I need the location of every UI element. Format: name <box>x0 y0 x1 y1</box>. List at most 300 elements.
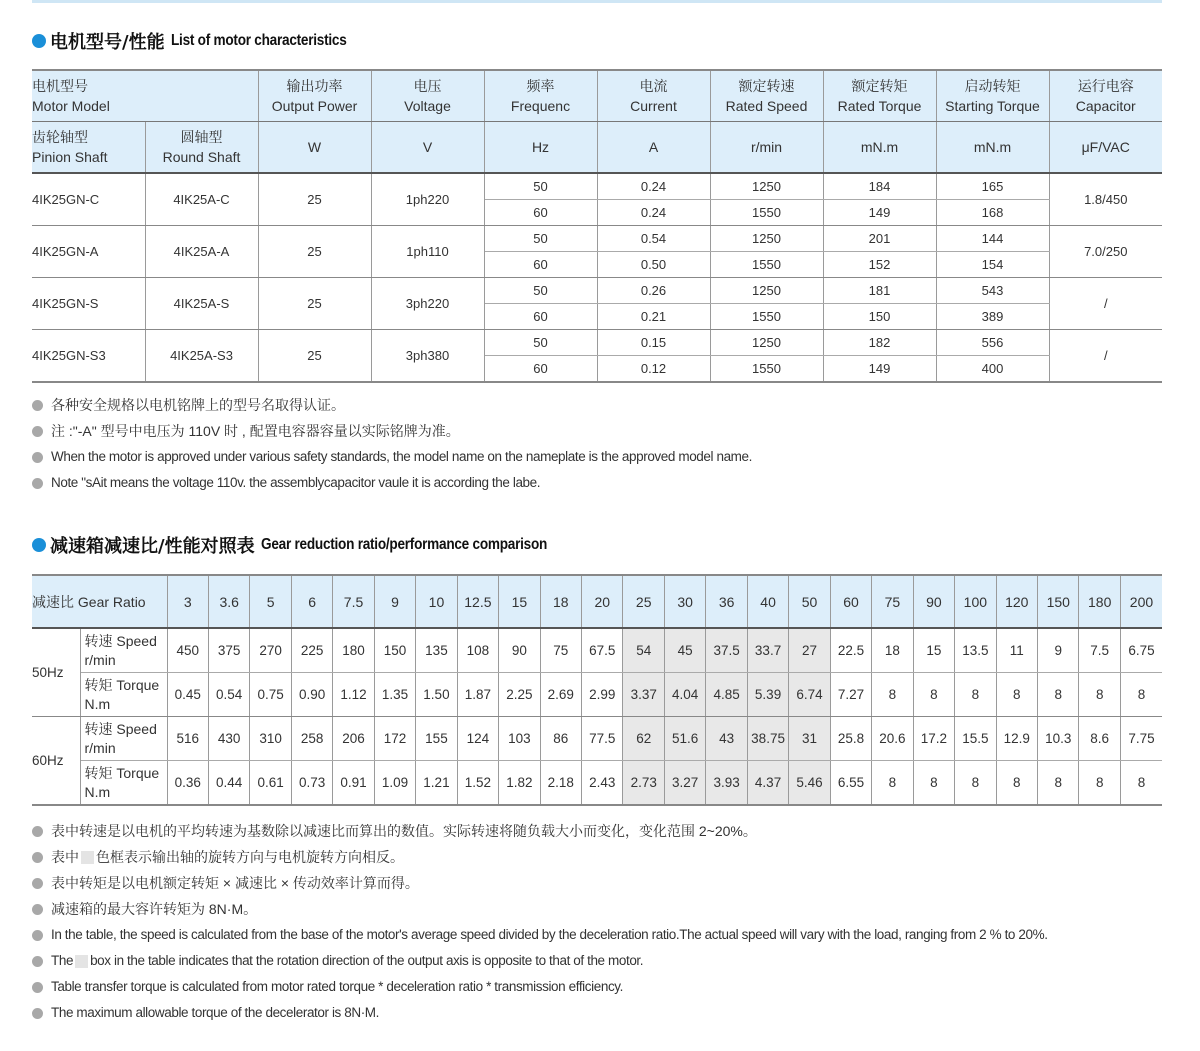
section-title-en: Gear reduction ratio/performance comparison <box>260 536 547 553</box>
voltage-cell: 3ph220 <box>371 278 484 330</box>
table-row <box>32 173 1162 200</box>
note-item <box>32 922 1048 948</box>
frequency-group-cell: 50Hz <box>32 628 80 717</box>
current-cell: 0.24 <box>597 200 710 226</box>
gear-ratio-value-cell: 206 <box>333 717 374 761</box>
gear-ratio-value-cell: 11 <box>996 628 1037 673</box>
gear-ratio-value-cell: 8 <box>1038 673 1079 717</box>
header-col <box>936 70 1049 122</box>
bullet-icon <box>32 478 43 489</box>
gear-ratio-value-cell: 8 <box>955 673 996 717</box>
gear-ratio-value-cell: 1.35 <box>374 673 415 717</box>
row-label-cell <box>80 761 167 806</box>
section-title-gear-ratio <box>32 532 597 558</box>
gear-ratio-value-cell: 8.6 <box>1079 717 1120 761</box>
gear-ratio-value-cell: 258 <box>291 717 332 761</box>
bullet-dot-icon <box>32 538 46 552</box>
bullet-icon <box>32 426 43 437</box>
gear-ratio-value-cell: 54 <box>623 628 664 673</box>
gear-ratio-value-cell: 3.27 <box>664 761 705 806</box>
header-round-shaft <box>145 122 258 174</box>
header-en: Frequenc <box>510 98 571 114</box>
pinion-shaft-cell: 4IK25GN-C <box>32 173 145 226</box>
note-text: 表中转速是以电机的平均转速为基数除以减速比而算出的数值。实际转速将随负载大小而变化，变化范围 2~20%。 <box>51 823 757 839</box>
gear-ratio-value-cell: 108 <box>457 628 498 673</box>
gear-ratio-value-cell: 6.55 <box>830 761 871 806</box>
gear-ratio-header-cell: 6 <box>291 575 332 628</box>
rated-speed-cell: 1550 <box>710 252 823 278</box>
gear-ratio-value-cell: 15.5 <box>955 717 996 761</box>
rated-speed-cell: 1550 <box>710 304 823 330</box>
table-row <box>32 330 1162 356</box>
header-unit: μF/VAC <box>1049 122 1162 174</box>
gear-ratio-value-cell: 9 <box>1038 628 1079 673</box>
row-unit: N.m <box>84 783 111 800</box>
gear-ratio-value-cell: 8 <box>1038 761 1079 806</box>
gear-ratio-header-cell: 40 <box>747 575 788 628</box>
note-item <box>32 896 1048 922</box>
gear-ratio-header-cell: 20 <box>582 575 623 628</box>
gear-ratio-value-cell: 1.09 <box>374 761 415 806</box>
gear-ratio-value-cell: 2.73 <box>623 761 664 806</box>
note-text: 色框表示输出轴的旋转方向与电机旋转方向相反。 <box>96 849 404 865</box>
gear-ratio-value-cell: 7.5 <box>1079 628 1120 673</box>
current-cell: 0.50 <box>597 252 710 278</box>
gear-ratio-header-cell: 60 <box>830 575 871 628</box>
power-cell: 25 <box>258 330 371 383</box>
header-col <box>1049 70 1162 122</box>
capacitor-cell: / <box>1049 330 1162 383</box>
gear-ratio-header-cell: 150 <box>1038 575 1079 628</box>
gear-ratio-header-cell: 7.5 <box>333 575 374 628</box>
gear-ratio-value-cell: 1.50 <box>416 673 457 717</box>
gear-ratio-header-cell: 36 <box>706 575 747 628</box>
header-cn: 齿轮轴型 <box>32 129 88 145</box>
gear-ratio-value-cell: 7.27 <box>830 673 871 717</box>
gear-ratio-value-cell: 270 <box>250 628 291 673</box>
gear-ratio-row <box>32 761 1162 806</box>
note-item <box>32 418 752 444</box>
header-unit: r/min <box>710 122 823 174</box>
gear-ratio-value-cell: 8 <box>913 673 954 717</box>
gear-ratio-value-cell: 172 <box>374 717 415 761</box>
rated-speed-cell: 1550 <box>710 356 823 383</box>
header-col <box>597 70 710 122</box>
header-en: Starting Torque <box>945 98 1040 114</box>
note-item <box>32 948 1048 974</box>
gear-ratio-value-cell: 0.75 <box>250 673 291 717</box>
gear-ratio-value-cell: 8 <box>872 761 913 806</box>
header-en: Capacitor <box>1075 98 1136 114</box>
bullet-icon <box>32 452 43 463</box>
rated-torque-cell: 184 <box>823 173 936 200</box>
note-text: 注 :"-A" 型号中电压为 110V 时 , 配置电容器容量以实际铭牌为准。 <box>51 423 460 439</box>
row-unit: N.m <box>84 695 111 712</box>
rated-torque-cell: 150 <box>823 304 936 330</box>
gear-ratio-value-cell: 6.74 <box>789 673 830 717</box>
gear-ratio-value-cell: 38.75 <box>747 717 788 761</box>
capacitor-cell: / <box>1049 278 1162 330</box>
gear-ratio-value-cell: 0.36 <box>167 761 208 806</box>
starting-torque-cell: 389 <box>936 304 1049 330</box>
gear-ratio-header-cell: 12.5 <box>457 575 498 628</box>
gear-ratio-value-cell: 0.45 <box>167 673 208 717</box>
power-cell: 25 <box>258 173 371 226</box>
gear-ratio-value-cell: 150 <box>374 628 415 673</box>
gear-ratio-value-cell: 1.12 <box>333 673 374 717</box>
gear-ratio-value-cell: 5.46 <box>789 761 830 806</box>
round-shaft-cell: 4IK25A-C <box>145 173 258 226</box>
pinion-shaft-cell: 4IK25GN-S3 <box>32 330 145 383</box>
header-en: Output Power <box>271 98 358 114</box>
gear-ratio-header-cell: 5 <box>250 575 291 628</box>
note-text: box in the table indicates that the rotation direction of the output axis is opposite to that of the motor. <box>90 953 644 968</box>
gear-ratio-value-cell: 8 <box>872 673 913 717</box>
gear-ratio-value-cell: 430 <box>208 717 249 761</box>
gear-ratio-value-cell: 31 <box>789 717 830 761</box>
gear-ratio-header-cell: 90 <box>913 575 954 628</box>
power-cell: 25 <box>258 278 371 330</box>
bullet-icon <box>32 904 43 915</box>
bullet-icon <box>32 826 43 837</box>
gear-ratio-row <box>32 628 1162 673</box>
rated-torque-cell: 152 <box>823 252 936 278</box>
gear-ratio-value-cell: 33.7 <box>747 628 788 673</box>
gear-ratio-label: 减速比 Gear Ratio <box>32 575 167 628</box>
frequency-cell: 60 <box>484 304 597 330</box>
header-cn: 额定转矩 <box>851 78 908 94</box>
rated-speed-cell: 1250 <box>710 173 823 200</box>
gear-ratio-value-cell: 12.9 <box>996 717 1037 761</box>
bullet-icon <box>32 930 43 941</box>
section-title-motor-characteristics <box>32 28 377 54</box>
gear-ratio-value-cell: 5.39 <box>747 673 788 717</box>
gear-ratio-value-cell: 8 <box>996 673 1037 717</box>
gear-ratio-value-cell: 45 <box>664 628 705 673</box>
gear-ratio-header-cell: 25 <box>623 575 664 628</box>
gear-ratio-value-cell: 135 <box>416 628 457 673</box>
current-cell: 0.15 <box>597 330 710 356</box>
row-label-cell <box>80 717 167 761</box>
gear-ratio-value-cell: 27 <box>789 628 830 673</box>
header-unit: Hz <box>484 122 597 174</box>
gear-ratio-value-cell: 75 <box>540 628 581 673</box>
frequency-group-cell: 60Hz <box>32 717 80 806</box>
frequency-cell: 50 <box>484 278 597 304</box>
header-en: Current <box>630 98 677 114</box>
current-cell: 0.54 <box>597 226 710 252</box>
note-text: In the table, the speed is calculated from the base of the motor's average speed divided by the deceleration ratio.The actual speed will vary with the load, ranging from 2 % to 20%. <box>51 927 1048 942</box>
note-item <box>32 444 752 470</box>
gear-ratio-header-cell: 75 <box>872 575 913 628</box>
starting-torque-cell: 154 <box>936 252 1049 278</box>
gear-ratio-header-cell: 15 <box>499 575 540 628</box>
header-unit: W <box>258 122 371 174</box>
header-cn: 运行电容 <box>1077 78 1134 94</box>
header-cn: 电压 <box>413 78 442 94</box>
note-item <box>32 844 1048 870</box>
gear-ratio-value-cell: 77.5 <box>582 717 623 761</box>
row-unit: r/min <box>84 651 116 668</box>
gear-ratio-value-cell: 43 <box>706 717 747 761</box>
motor-characteristics-table <box>32 69 1162 383</box>
capacitor-cell: 7.0/250 <box>1049 226 1162 278</box>
gear-ratio-header-cell: 180 <box>1079 575 1120 628</box>
header-en: Motor Model <box>32 98 110 114</box>
gear-ratio-value-cell: 4.04 <box>664 673 705 717</box>
header-col <box>484 70 597 122</box>
row-label: 转速 Speed <box>84 632 157 649</box>
gear-ratio-value-cell: 2.18 <box>540 761 581 806</box>
header-unit: V <box>371 122 484 174</box>
shade-swatch-icon <box>81 851 94 864</box>
gear-ratio-row <box>32 717 1162 761</box>
gear-ratio-value-cell: 0.54 <box>208 673 249 717</box>
gear-ratio-value-cell: 1.87 <box>457 673 498 717</box>
frequency-cell: 50 <box>484 226 597 252</box>
gear-ratio-value-cell: 8 <box>913 761 954 806</box>
gear-ratio-value-cell: 90 <box>499 628 540 673</box>
gear-ratio-value-cell: 155 <box>416 717 457 761</box>
gear-ratio-value-cell: 8 <box>955 761 996 806</box>
gear-ratio-value-cell: 7.75 <box>1120 717 1162 761</box>
gear-ratio-value-cell: 2.25 <box>499 673 540 717</box>
bullet-icon <box>32 400 43 411</box>
rated-torque-cell: 201 <box>823 226 936 252</box>
motor-notes <box>32 392 752 496</box>
note-text: 表中转矩是以电机额定转矩 × 减速比 × 传动效率计算而得。 <box>51 875 419 891</box>
frequency-cell: 60 <box>484 200 597 226</box>
note-item <box>32 974 1048 1000</box>
section-title-cn: 电机型号/性能 <box>50 32 165 53</box>
header-en: Voltage <box>404 98 451 114</box>
gear-ratio-value-cell: 2.43 <box>582 761 623 806</box>
power-cell: 25 <box>258 226 371 278</box>
gear-ratio-header-cell: 3 <box>167 575 208 628</box>
gear-ratio-header-cell: 100 <box>955 575 996 628</box>
row-label: 转速 Speed <box>84 720 157 737</box>
gear-ratio-value-cell: 124 <box>457 717 498 761</box>
frequency-cell: 60 <box>484 356 597 383</box>
gear-ratio-value-cell: 0.73 <box>291 761 332 806</box>
gear-ratio-value-cell: 10.3 <box>1038 717 1079 761</box>
gear-ratio-value-cell: 8 <box>1079 673 1120 717</box>
note-text: 表中 <box>51 849 79 865</box>
current-cell: 0.12 <box>597 356 710 383</box>
note-text: The maximum allowable torque of the decelerator is 8N·M. <box>51 1005 380 1020</box>
round-shaft-cell: 4IK25A-S <box>145 278 258 330</box>
gear-ratio-value-cell: 0.91 <box>333 761 374 806</box>
gear-ratio-row <box>32 673 1162 717</box>
section-title-cn: 减速箱减速比/性能对照表 <box>50 536 255 557</box>
header-pinion-shaft <box>32 122 145 174</box>
rated-speed-cell: 1250 <box>710 330 823 356</box>
starting-torque-cell: 144 <box>936 226 1049 252</box>
bullet-dot-icon <box>32 34 46 48</box>
gear-ratio-value-cell: 20.6 <box>872 717 913 761</box>
bullet-icon <box>32 956 43 967</box>
gear-ratio-value-cell: 103 <box>499 717 540 761</box>
header-col <box>710 70 823 122</box>
gear-ratio-header-cell: 3.6 <box>208 575 249 628</box>
rated-torque-cell: 182 <box>823 330 936 356</box>
gear-ratio-value-cell: 8 <box>996 761 1037 806</box>
gear-ratio-header-cell: 200 <box>1120 575 1162 628</box>
starting-torque-cell: 168 <box>936 200 1049 226</box>
voltage-cell: 1ph110 <box>371 226 484 278</box>
gear-ratio-value-cell: 2.69 <box>540 673 581 717</box>
note-text: The <box>51 953 74 968</box>
starting-torque-cell: 543 <box>936 278 1049 304</box>
gear-ratio-header-cell: 120 <box>996 575 1037 628</box>
gear-ratio-header-cell: 50 <box>789 575 830 628</box>
gear-ratio-value-cell: 225 <box>291 628 332 673</box>
row-label: 转矩 Torque <box>84 676 160 693</box>
note-text: 减速箱的最大容许转矩为 8N·M。 <box>51 901 258 917</box>
header-cn: 电流 <box>639 78 668 94</box>
gear-ratio-value-cell: 13.5 <box>955 628 996 673</box>
bullet-icon <box>32 982 43 993</box>
gear-ratio-value-cell: 8 <box>1120 761 1162 806</box>
pinion-shaft-cell: 4IK25GN-S <box>32 278 145 330</box>
voltage-cell: 3ph380 <box>371 330 484 383</box>
header-col <box>371 70 484 122</box>
shade-swatch-icon <box>75 955 88 968</box>
note-item <box>32 470 752 496</box>
bullet-icon <box>32 1008 43 1019</box>
frequency-cell: 60 <box>484 252 597 278</box>
row-label-cell <box>80 673 167 717</box>
gear-ratio-value-cell: 17.2 <box>913 717 954 761</box>
gear-ratio-value-cell: 450 <box>167 628 208 673</box>
table-row <box>32 278 1162 304</box>
gear-ratio-header-cell: 10 <box>416 575 457 628</box>
section-title-en: List of motor characteristics <box>170 32 347 49</box>
header-cn: 启动转矩 <box>964 78 1021 94</box>
bullet-icon <box>32 878 43 889</box>
header-col <box>823 70 936 122</box>
row-unit: r/min <box>84 739 116 756</box>
gear-ratio-value-cell: 86 <box>540 717 581 761</box>
gear-ratio-value-cell: 0.61 <box>250 761 291 806</box>
rated-torque-cell: 149 <box>823 356 936 383</box>
starting-torque-cell: 165 <box>936 173 1049 200</box>
rated-speed-cell: 1550 <box>710 200 823 226</box>
current-cell: 0.21 <box>597 304 710 330</box>
current-cell: 0.26 <box>597 278 710 304</box>
round-shaft-cell: 4IK25A-A <box>145 226 258 278</box>
gear-ratio-value-cell: 22.5 <box>830 628 871 673</box>
header-unit: mN.m <box>936 122 1049 174</box>
voltage-cell: 1ph220 <box>371 173 484 226</box>
gear-ratio-value-cell: 375 <box>208 628 249 673</box>
starting-torque-cell: 556 <box>936 330 1049 356</box>
frequency-cell: 50 <box>484 173 597 200</box>
current-cell: 0.24 <box>597 173 710 200</box>
gear-ratio-value-cell: 3.37 <box>623 673 664 717</box>
frequency-cell: 50 <box>484 330 597 356</box>
note-text: Table transfer torque is calculated from motor rated torque * deceleration ratio * transmission efficiency. <box>51 979 623 994</box>
gear-ratio-value-cell: 15 <box>913 628 954 673</box>
gear-ratio-value-cell: 18 <box>872 628 913 673</box>
header-en: Pinion Shaft <box>32 149 108 165</box>
note-item <box>32 392 752 418</box>
gear-ratio-header-cell: 30 <box>664 575 705 628</box>
gear-ratio-value-cell: 67.5 <box>582 628 623 673</box>
header-cn: 圆轴型 <box>180 129 223 145</box>
row-label-cell <box>80 628 167 673</box>
gear-ratio-value-cell: 25.8 <box>830 717 871 761</box>
note-item <box>32 1000 1048 1026</box>
header-en: Rated Speed <box>725 98 808 114</box>
gear-ratio-value-cell: 8 <box>1079 761 1120 806</box>
top-band <box>32 0 1162 3</box>
note-item <box>32 870 1048 896</box>
header-motor-model <box>32 70 258 122</box>
rated-torque-cell: 149 <box>823 200 936 226</box>
gear-ratio-value-cell: 4.85 <box>706 673 747 717</box>
gear-ratio-value-cell: 51.6 <box>664 717 705 761</box>
gear-ratio-value-cell: 0.90 <box>291 673 332 717</box>
header-en: Round Shaft <box>162 149 241 165</box>
header-cn: 电机型号 <box>32 78 88 94</box>
gear-ratio-header-cell: 9 <box>374 575 415 628</box>
gear-ratio-value-cell: 2.99 <box>582 673 623 717</box>
gear-ratio-value-cell: 4.37 <box>747 761 788 806</box>
rated-speed-cell: 1250 <box>710 226 823 252</box>
gear-ratio-value-cell: 310 <box>250 717 291 761</box>
gear-ratio-value-cell: 62 <box>623 717 664 761</box>
starting-torque-cell: 400 <box>936 356 1049 383</box>
pinion-shaft-cell: 4IK25GN-A <box>32 226 145 278</box>
table-header-row <box>32 70 1162 122</box>
gear-ratio-table <box>32 574 1162 806</box>
round-shaft-cell: 4IK25A-S3 <box>145 330 258 383</box>
gear-ratio-value-cell: 1.52 <box>457 761 498 806</box>
gear-notes <box>32 818 1048 1026</box>
note-text: When the motor is approved under various safety standards, the model name on the nameplate is the approved model name. <box>51 449 752 464</box>
gear-ratio-value-cell: 1.21 <box>416 761 457 806</box>
gear-ratio-value-cell: 180 <box>333 628 374 673</box>
gear-ratio-value-cell: 516 <box>167 717 208 761</box>
note-text: 各种安全规格以电机铭牌上的型号名取得认证。 <box>51 397 345 413</box>
table-row <box>32 226 1162 252</box>
row-label: 转矩 Torque <box>84 764 160 781</box>
header-cn: 额定转速 <box>738 78 795 94</box>
gear-ratio-value-cell: 1.82 <box>499 761 540 806</box>
gear-ratio-header-cell: 18 <box>540 575 581 628</box>
note-item <box>32 818 1048 844</box>
rated-torque-cell: 181 <box>823 278 936 304</box>
bullet-icon <box>32 852 43 863</box>
header-unit: mN.m <box>823 122 936 174</box>
note-text: Note "sAit means the voltage 110v. the assemblycapacitor vaule it is according the labe. <box>51 475 541 490</box>
capacitor-cell: 1.8/450 <box>1049 173 1162 226</box>
gear-ratio-value-cell: 6.75 <box>1120 628 1162 673</box>
header-en: Rated Torque <box>837 98 922 114</box>
header-cn: 输出功率 <box>286 78 343 94</box>
gear-ratio-value-cell: 37.5 <box>706 628 747 673</box>
header-cn: 频率 <box>526 78 555 94</box>
gear-ratio-value-cell: 3.93 <box>706 761 747 806</box>
header-unit: A <box>597 122 710 174</box>
gear-ratio-value-cell: 0.44 <box>208 761 249 806</box>
gear-ratio-header-row <box>32 575 1162 628</box>
gear-ratio-value-cell: 8 <box>1120 673 1162 717</box>
header-col <box>258 70 371 122</box>
table-subheader-row <box>32 122 1162 174</box>
rated-speed-cell: 1250 <box>710 278 823 304</box>
